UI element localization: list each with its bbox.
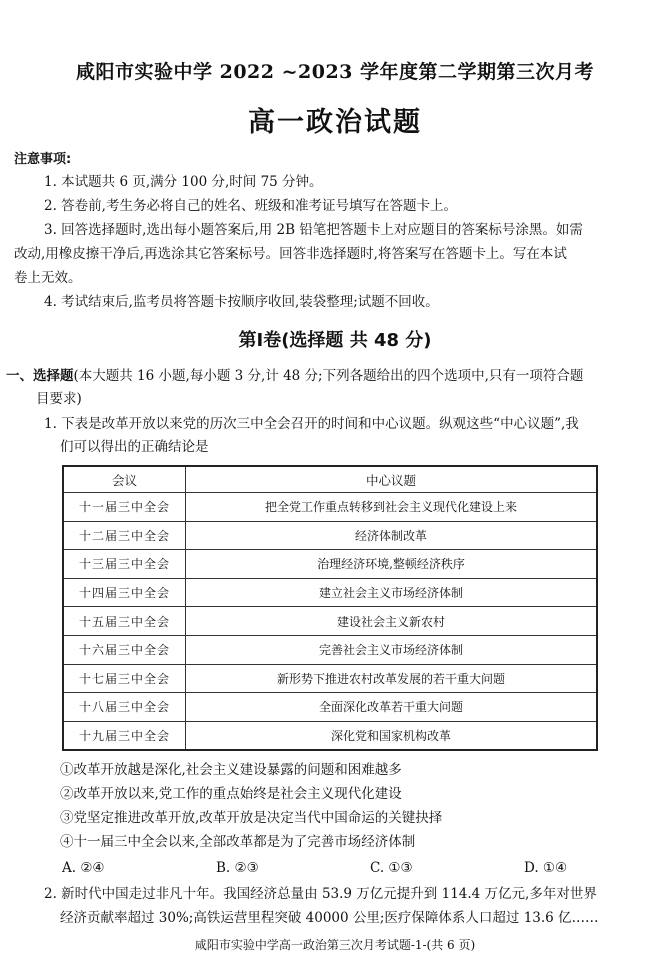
session-cell: 十四届三中全会 [63, 578, 186, 607]
session-cell: 十三届三中全会 [63, 550, 186, 579]
agenda-cell: 建立社会主义市场经济体制 [186, 578, 598, 607]
agenda-cell: 完善社会主义市场经济体制 [186, 635, 598, 664]
table-row [63, 493, 597, 522]
session-cell: 十九届三中全会 [63, 721, 186, 750]
table-row [63, 635, 597, 664]
statement-2: ②改革开放以来,党工作的重点始终是社会主义现代化建设 [60, 786, 402, 802]
part-intro [6, 366, 583, 386]
agenda-cell: 把全党工作重点转移到社会主义现代化建设上来 [186, 493, 598, 522]
exam-title: 咸阳市实验中学 2022 ~2023 学年度第二学期第三次月考 [75, 61, 595, 83]
choice-c[interactable]: C. ①③ [370, 860, 413, 876]
session-cell: 十七届三中全会 [63, 664, 186, 693]
agenda-cell: 治理经济环境,整顿经济秩序 [186, 550, 598, 579]
agenda-cell: 建设社会主义新农村 [186, 607, 598, 636]
choice-b[interactable]: B. ②③ [216, 860, 259, 876]
choice-a[interactable]: A. ②④ [62, 860, 105, 876]
session-cell: 十二届三中全会 [63, 521, 186, 550]
choice-d[interactable]: D. ①④ [524, 860, 568, 876]
part-description: (本大题共 16 小题,每小题 3 分,计 48 分;下列各题给出的四个选项中,只有一项符合题 [73, 368, 584, 384]
table-row [63, 550, 597, 579]
note-line: 1. 本试题共 6 页,满分 100 分,时间 75 分钟。 [44, 174, 323, 190]
table-row [63, 578, 597, 607]
table-row [63, 607, 597, 636]
note-line: 2. 答卷前,考生务必将自己的姓名、班级和准考证号填写在答题卡上。 [44, 198, 457, 214]
session-cell: 十一届三中全会 [63, 493, 186, 522]
part-label: 一、选择题 [6, 368, 74, 384]
table-row [63, 721, 597, 750]
note-line: 改动,用橡皮擦干净后,再选涂其它答案标号。回答非选择题时,将答案写在答题卡上。写在本试 [14, 246, 567, 262]
statement-4: ④十一届三中全会以来,全部改革都是为了完善市场经济体制 [60, 834, 416, 850]
agenda-cell: 全面深化改革若干重大问题 [186, 693, 598, 722]
part-description-cont: 目要求) [36, 391, 82, 407]
session-cell: 十六届三中全会 [63, 635, 186, 664]
note-line: 3. 回答选择题时,选出每小题答案后,用 2B 铅笔把答题卡上对应题目的答案标号涂黑。如需 [44, 222, 583, 238]
session-cell: 十五届三中全会 [63, 607, 186, 636]
column-header-session: 会议 [63, 466, 186, 493]
question-2-stem-cont: 经济贡献率超过 30%;高铁运营里程突破 40000 公里;医疗保障体系人口超过 13.6 亿…… [60, 910, 599, 926]
table-header-row [63, 466, 597, 493]
agenda-cell: 新形势下推进农村改革发展的若干重大问题 [186, 664, 598, 693]
table-row [63, 521, 597, 550]
section-title: 第Ⅰ卷(选择题 共 48 分) [238, 330, 432, 351]
note-line: 卷上无效。 [14, 270, 82, 286]
statement-3: ③党坚定推进改革开放,改革开放是决定当代中国命运的关键抉择 [60, 810, 443, 826]
table-row [63, 693, 597, 722]
statement-1: ①改革开放越是深化,社会主义建设暴露的问题和困难越多 [60, 762, 402, 778]
question-1-stem-cont: 们可以得出的正确结论是 [60, 439, 209, 455]
answer-choices [0, 858, 670, 878]
notes-heading: 注意事项: [14, 152, 72, 167]
agenda-cell: 深化党和国家机构改革 [186, 721, 598, 750]
session-agenda-table [62, 465, 598, 751]
agenda-cell: 经济体制改革 [186, 521, 598, 550]
subject-title: 高一政治试题 [248, 107, 422, 138]
column-header-agenda: 中心议题 [186, 466, 598, 493]
note-line: 4. 考试结束后,监考员将答题卡按顺序收回,装袋整理;试题不回收。 [44, 294, 439, 310]
session-cell: 十八届三中全会 [63, 693, 186, 722]
table-row [63, 664, 597, 693]
question-2-stem: 2. 新时代中国走过非凡十年。我国经济总量由 53.9 万亿元提升到 114.4 万亿元,多年对世界 [44, 886, 597, 902]
page-footer: 咸阳市实验中学高一政治第三次月考试题-1-(共 6 页) [194, 938, 476, 952]
question-1-stem: 1. 下表是改革开放以来党的历次三中全会召开的时间和中心议题。纵观这些“中心议题”,我 [44, 416, 579, 432]
